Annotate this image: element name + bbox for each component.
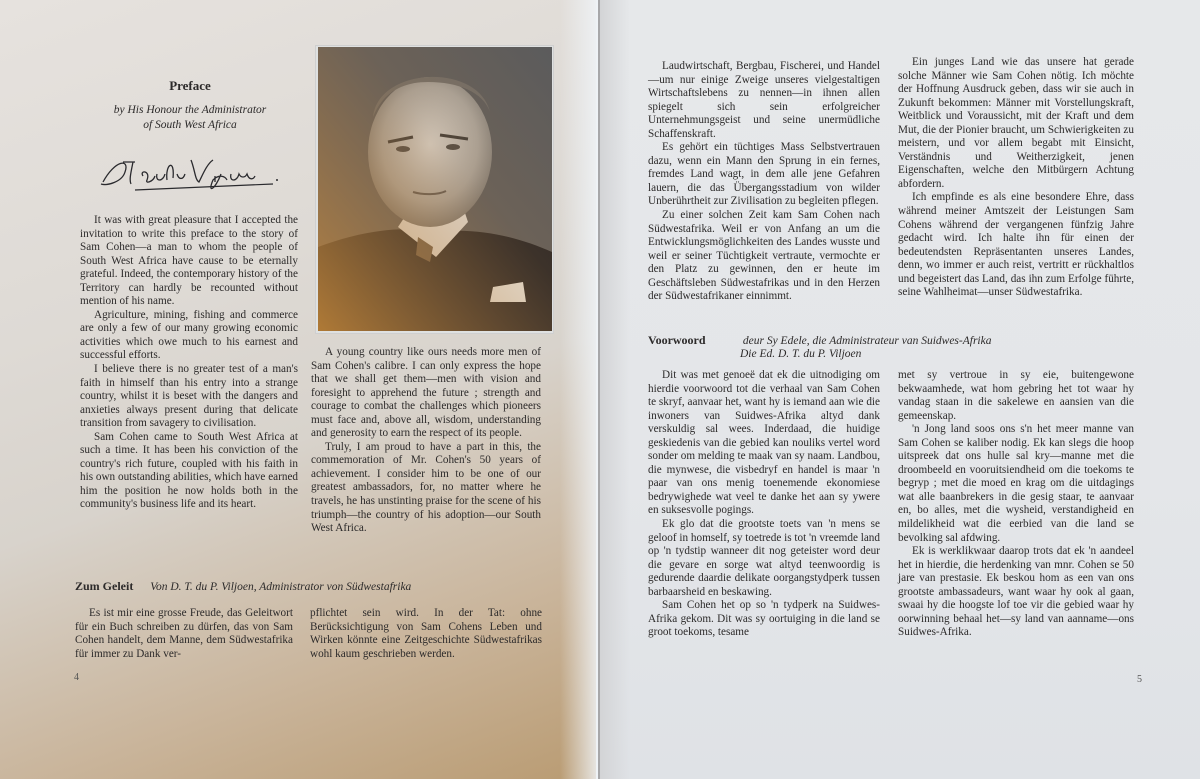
voorwoord-subtitle-2: Die Ed. D. T. du P. Viljoen: [740, 348, 862, 360]
preface-byline: [80, 103, 300, 133]
zum-geleit-subtitle: Von D. T. du P. Viljoen, Administrator von Südwestafrika: [150, 581, 412, 593]
byline-line-2: of South West Africa: [143, 119, 237, 131]
paragraph: It was with great pleasure that I accepted the invitation to write this preface to the story of Sam Cohen—a man to whom the people of South West Africa have cause to be eternally grateful. Indeed, the contemporary history of the Territory can hardly be recounted without mention of his name.: [80, 214, 298, 308]
paragraph: Ich empfinde es als eine besondere Ehre, dass während meiner Amtszeit der Leistungen Sam Cohens während der vergangenen fünfzig Jahre gedacht wird. Ich halte ihn für einen der bedeutendsten Repräsentanten unseres Landes, denn, wo immer er auch reist, vertritt er rückhaltlos und begeistert das Land, das ihn zum Erfolge führte, seine Wahlheimat—unser Südwestafrika.: [898, 191, 1134, 299]
page-number-left: 4: [74, 672, 79, 683]
paragraph: Es gehört ein tüchtiges Mass Selbstvertrauen dazu, wenn ein Mann den Sprung in ein fernes, fremdes Land wagt, in dem alle jene Gefahren lauern, die das Übergangsstadium von wilder Unberührtheit zur Zivilisation zu begleiten pflegen.: [648, 141, 880, 208]
paragraph: Agriculture, mining, fishing and commerce are only a few of our many growing economic activities which owe much to his earnest and successful efforts.: [80, 308, 298, 362]
paragraph: Truly, I am proud to have a part in this, the commemoration of Mr. Cohen's 50 years of achievement. I consider him to be one of our greatest ambassadors, for, no matter where he travels, he has unstinting praise for the scene of his triumph—the country of his adoption—our South West Africa.: [311, 440, 541, 535]
voorwoord-column-1: [648, 369, 880, 640]
zum-geleit-column-2: [310, 607, 542, 661]
paragraph: met sy vertroue in sy eie, buitengewone bekwaamhede, wat hom gebring het tot waar hy vandag staan in die sakelewe en aansien van die gemeenskap.: [898, 369, 1134, 422]
preface-column-1: [80, 214, 298, 512]
paragraph: Dit was met genoeë dat ek die uitnodiging om hierdie voorwoord tot die verhaal van Sam Cohen te skryf, aanvaar het, want hy is iemand aan wie die inwoners van Suidwes-Afrika altyd dank verskuldig sal wees. Inderdaad, die huidige geskiedenis van die gebied kan nouliks vertel word sonder om melding te maak van sy naam. Landbou, die mynwese, die visbedryf en handel is maar 'n paar van ons menig toenemende ekonomiese bedrywighede wat veel te danke het aan sy ywere en suksesvolle pogings.: [648, 369, 880, 517]
paragraph: Sam Cohen het op so 'n tydperk na Suidwes-Afrika gekom. Dit was sy oortuiging in die land se groot toekoms, tesame: [648, 599, 880, 639]
voorwoord-column-2: [898, 369, 1134, 640]
paragraph: Sam Cohen came to South West Africa at such a time. It has been his conviction of the country's rich future, coupled with his faith in his own outstanding abilities, which have earned him the position he now holds both in the community's business life and its heart.: [80, 430, 298, 511]
paragraph: A young country like ours needs more men of Sam Cohen's calibre. I can only express the hope that we shall get them—men with vision and foresight to apprehend the future ; strength and courage to combat the challenges which pioneers must face and, above all, wisdom, understanding and generosity to earn the respect of its people.: [311, 346, 541, 440]
signature-icon: [95, 150, 285, 195]
german-column-2: [898, 56, 1134, 300]
paragraph: pflichtet sein wird. In der Tat: ohne Berücksichtigung von Sam Cohens Leben und Wirken könnte eine Zeitgeschichte Südwestafrikas wohl kaum geschrieben werden.: [310, 607, 542, 660]
preface-title: Preface: [169, 78, 211, 93]
paragraph: Ek is werklikwaar daarop trots dat ek 'n aandeel het in hierdie, die herdenking van mnr. Cohen se 50 jare van prestasie. Ek beskou hom as een van ons grootste ambassadeurs, want waar hy ook al gaan, swaai hy die hoogste lof toe vir die gebied waar hy oorwinning behaal het—sy land van aanname—ons Suidwes-Afrika.: [898, 545, 1134, 639]
german-column-1: [648, 60, 880, 304]
portrait-photo: [318, 47, 552, 331]
zum-geleit-title: Zum Geleit: [75, 579, 134, 593]
voorwoord-title: Voorwoord: [648, 333, 706, 347]
paragraph: I believe there is no greater test of a man's faith in himself than his entry into a strange country, whilst it is beset with the dangers and anxieties always present during that delicate transition from savagery to civilisation.: [80, 363, 298, 430]
paragraph: Laudwirtschaft, Bergbau, Fischerei, und Handel—um nur einige Zweige unseres vielgestaltigen Wirtschaftslebens zu nennen—in ihnen allen spiegelt sich sein erfolgreicher Unternehmungsgeist und seine unermüdliche Schaffenskraft.: [648, 60, 880, 140]
zum-geleit-heading: [75, 579, 555, 594]
paragraph: Ein junges Land wie das unsere hat gerade solche Männer wie Sam Cohen nötig. Ich möchte der Hoffnung Ausdruck geben, dass wir sie auch in Zukunft bekommen: Männer mit Vorstellungskraft, Weitblick und Voraussicht, mit der Kraft und dem Mut, die der Pionier braucht, um Schwierigkeiten zu meistern, und vor allem begabt mit Einsicht, Verständnis und Weitherzigkeit, jenen Eigenschaften, welche den Mitbürgern Achtung abfordern.: [898, 56, 1134, 190]
paragraph: Es ist mir eine grosse Freude, das Geleitwort für ein Buch schreiben zu dürfen, das von Sam Cohen handelt, dem Manne, dem Südwestafrika für immer zu Dank ver-: [75, 607, 293, 660]
zum-geleit-column-1: [75, 607, 293, 661]
paragraph: Zu einer solchen Zeit kam Sam Cohen nach Südwestafrika. Weil er von Anfang an um die Entwicklungsmöglichkeiten des Landes wusste und weil er seiner Tüchtigkeit vertraute, vermochte er den Platz zu gewinnen, den er heute im Geschäftsleben Südwestafrikas und in den Herzen der Südwestafrikaner einnimmt.: [648, 209, 880, 303]
byline-line-1: by His Honour the Administrator: [113, 104, 267, 116]
paragraph: Ek glo dat die grootste toets van 'n mens se geloof in homself, sy toetrede is tot 'n vreemde land op 'n tydstip wanneer dit nog geteister word deur die gevare en sorge wat altyd teenwoordig is gedurende daardie delikate oorgangstydperk tussen barbaarsheid en beskawing.: [648, 518, 880, 598]
voorwoord-subtitle-1: deur Sy Edele, die Administrateur van Suidwes-Afrika: [742, 335, 992, 347]
preface-column-2: [311, 346, 541, 536]
voorwoord-heading: [648, 333, 1148, 360]
paragraph: 'n Jong land soos ons s'n het meer manne van Sam Cohen se kaliber nodig. Ek kan slegs die hoop uitspreek dat ons hulle sal kry—manne met die droombeeld en vooruitsiendheid om die toekoms te begryp ; met die moed en krag om die uitdagings wat alle baanbrekers in die gesig staar, te aanvaar en, bo alles, met die wysheid, verstandigheid en mildelikheid wat die eerbied van die land se bevolking sal afdwing.: [898, 423, 1134, 544]
page-number-right: 5: [1137, 674, 1142, 685]
portrait-icon: [318, 47, 552, 331]
